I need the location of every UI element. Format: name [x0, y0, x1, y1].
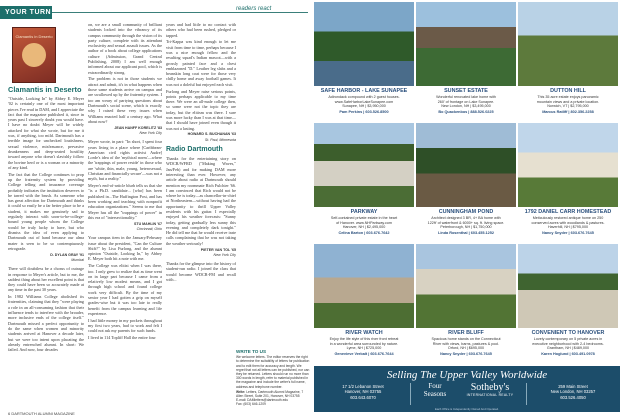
letter-location: St. Paul, Minnesota	[204, 137, 236, 142]
letters-column-2	[88, 22, 162, 408]
listing-card[interactable]	[518, 244, 618, 363]
listing-line: Orford, NH | $695,000	[447, 346, 485, 351]
banner-separator	[410, 383, 411, 405]
write-to-us-box	[236, 350, 310, 412]
listing-title: DUTTON HILL	[550, 88, 586, 94]
listing-description	[416, 216, 516, 230]
letter-paragraph: "Outside, Looking In" by Abbey E. Meyer '02 is certainly one of the most important pieces I've read in DAM, and I appreciate the fact that the magazine published it, since in years past I sincerely doubt you would have. I have no doubt Meyer will be widely attacked for what she wrote, but for me it was, if anything, too mild. Dartmouth has a terrible image for unchecked loutishness, sexual violence, misfeasance, pervasive drunkenness and deep-seated hostility toward anyone who doesn't slavishly follow the bovine herd or is a woman or a minority of any kind.	[8, 96, 84, 170]
listing-line: conserved acres with woodlands & pastures.	[531, 220, 605, 225]
section-tag: YOUR TURN	[0, 6, 52, 19]
letter-paragraph: Furlong and Meyer raise serious points, points perhaps applicable to my time there. We were an all-male college then, so some were not the topic they are today, but the elitism was there. I sure was more lucky than I was at that time—that I should have joined even though it was not a lasting.	[166, 88, 236, 131]
listing-line: Enjoy the life style of this river front retreat	[329, 337, 399, 341]
letter-signature: HOWARD S. BUCHANAN '63	[187, 132, 236, 137]
letter-location: New York City	[213, 252, 236, 257]
write-email: E-mail: DAMletters@dartmouth.edu	[236, 398, 289, 403]
listing-card[interactable]	[416, 2, 516, 121]
letter-paragraph: The College was elitist when I was there, too. I only grew to realize that as time went on in large part because I came from a relatively low modest means, and I got through high school and found college work very difficult. By the time of my senior year I had gotten a grip on myself grades-wise but it was too late to really benefit from the campus learning and life experience.	[88, 263, 162, 316]
listing-line: This 35 acre estate enjoys panoramic	[537, 95, 599, 99]
listing-card[interactable]	[416, 123, 516, 242]
banner-brand-sothebys: Sotheby's	[470, 382, 510, 393]
listing-photo	[416, 244, 516, 328]
listing-photo	[518, 244, 618, 328]
letter-paragraph: on, we are a small community of brilliant students locked into the vibrancy of its campus community through the vision of its party culture, complete with its attendant exclusivity and sexual assault issues. As the author of a book about college applications culture (Admission, Grand Central Publishing, 2008) I am well enough informed about our applicant pool, which is extraordinarily strong.	[88, 22, 162, 75]
listing-line: 260' of frontage on Lake Sunapee.	[437, 99, 495, 104]
listing-title: SAFE HARBOR - LAKE SUNAPEE	[320, 88, 408, 94]
write-fax: Fax: (603) 646-1209	[236, 402, 266, 407]
listing-agent: Nancy Snyder | 603.676.7645	[542, 231, 594, 235]
listing-title: CONVENIENT TO HANOVER	[531, 330, 605, 336]
listing-title: SUNSET ESTATE	[444, 88, 488, 94]
letter-signature: STU MAHLIN '67	[133, 221, 162, 226]
listing-photo	[314, 123, 414, 207]
listing-line: Lyme, NH | $725,000	[346, 346, 382, 351]
letter-location: Mumbai	[71, 257, 84, 262]
listing-agent: Genevieve Verbalt | 603.676.7644	[334, 352, 394, 356]
letter-paragraph: Thanks for the glimpse into the history of student-run radio. I joined the class that would become WDCR-FM and recall with...	[166, 261, 236, 283]
listing-photo	[416, 123, 516, 207]
letter-paragraph: I lived in 114 Topliff Hall the entire four	[88, 335, 156, 341]
listing-title: CUNNINGHAM POND	[438, 209, 494, 215]
book-cover-title: Clamantis in Deserto	[15, 34, 53, 39]
listing-description	[518, 95, 618, 109]
letter-paragraph: Tri-Kappa was kind enough to let me visit from time to time, perhaps because I was a nice enough fellow and the resulting squad's Indian mascot—with a grossly painted face and a chest emblazoned "D." Leather leg slabs and a beanskin long coat were for those very chilly home and away football games. It was not a doleful but enjoyed each visit.	[166, 39, 236, 87]
listing-description	[314, 337, 414, 351]
letter-signature: JEAN HANFF KORELITZ '83	[114, 125, 162, 130]
listing-title: 1792 DANIEL CARR HOMESTEAD	[524, 209, 612, 215]
listing-card[interactable]	[518, 2, 618, 121]
listing-photo	[416, 2, 516, 86]
banner-separator	[526, 383, 527, 405]
listing-photo	[314, 2, 414, 86]
banner-left-address-1: 17 1/2 Lebanon Street	[342, 384, 384, 389]
book-cover-illustration	[22, 43, 46, 67]
letter-signature: PIETER VAN TOL '65	[200, 247, 236, 252]
letter-heading: Clamantis in Deserto	[8, 86, 82, 94]
listing-photo	[518, 123, 618, 207]
header-rule	[52, 12, 308, 13]
listing-photo	[518, 2, 618, 86]
listing-title: RIVER BLUFF	[448, 330, 484, 336]
banner-right-address-2: New London, NH 03257	[550, 389, 596, 395]
listing-line: mountain views and a private location.	[536, 99, 600, 104]
listing-line: Spacious home stands on the Connecticut	[431, 337, 501, 341]
listing-card[interactable]	[416, 244, 516, 363]
letter-heading: Radio Dartmouth	[166, 146, 223, 154]
listing-line: Grantham, NH | $489,000	[546, 346, 590, 351]
letter-paragraph: Thanks for the entertaining story on WDCR/WFRD ("Making Waves," Jan/Feb) and for making DAM more interesting than ever. However, any article about radio at Dartmouth should mention my roommate Rich Fulchier '66. I am convinced that Rich would not be where he is today—as chancellor-in-chief at Northeastern—without having had the opportunity to thrill Upper Valley residents with his guitar. I especially enjoyed his weather forecasts: "Sunny today, getting gradually less sunny this evening and completely dark tonight." He did tell me that he would receive irate calls complaining that he was not taking the weather seriously!	[166, 156, 236, 246]
listing-card[interactable]	[314, 244, 414, 363]
letter-paragraph: Meyer's end-of-article blurb tells us that she "is a Ph.D. candidate... [who] has been published in...The Huffington Post, and has been working and teaching with nonprofit education organizations." Seems to me that Meyer has all the "trappings of power" in this era of "intersectionality."	[88, 183, 162, 220]
listing-agent: Nancy Snyder | 603.676.7645	[440, 352, 492, 356]
listing-line: www.SafeHarborLakeSunapee.com	[334, 99, 394, 104]
letter-paragraph: Your campus item in the January/February issue about the president, "Can the Culture Shift?" by Lisa Furlong, and the alumni opinion "Outside, Looking In," by Abbey E. Meyer both hit a note with me.	[88, 235, 162, 262]
write-to-us-body: We welcome letters. The editor reserves the right to determine the suitability of letters for publication and to edit them for accuracy and length. We regret that not all letters can be published, nor can they be returned. Letters should run no more than 300 words in length, refer to material published in the magazine and include the writer's full name, address and telephone number.	[236, 355, 310, 389]
page-footer: 6 DARTMOUTH ALUMNI MAGAZINE	[8, 411, 75, 416]
listing-line: Self-contained private estate in the heart	[330, 216, 398, 220]
listing-card[interactable]	[314, 123, 414, 242]
listing-line: Adirondack compound with 2 guest houses.	[328, 95, 400, 99]
listing-line: of Hanover. www.NHParkway.com	[336, 220, 392, 225]
listing-line: Meticulously restored antique home on 250	[532, 216, 604, 220]
banner-right-phone: 603.526.4050	[560, 394, 586, 400]
listing-line: in a wonderful area surrounded by nature.	[329, 341, 399, 346]
listing-line: 122ft' of waterfront & 6000+ sq. ft. living space.	[427, 220, 505, 225]
banner-left-address-2: Hanover, NH 03755	[344, 389, 382, 395]
listing-description	[518, 337, 618, 351]
banner-disclaimer: Each Office is Independently Owned And Operated.	[434, 407, 499, 411]
banner-brand-realty: INTERNATIONAL REALTY	[466, 393, 514, 397]
listing-description	[314, 216, 414, 230]
banner-tagline: Selling The Upper Valley Worldwide	[386, 369, 548, 381]
listing-agent: Pam Perkins | 603.526.8500	[339, 110, 389, 114]
listing-photo	[314, 244, 414, 328]
listing-line: Sunapee, NH | $3,950,000	[342, 104, 386, 109]
banner-brand-seasons: Seasons	[423, 389, 447, 398]
listing-line: Wonderful renovated lake home with	[436, 95, 496, 99]
listing-line: Norwich, VT | $2,795,000	[547, 104, 589, 109]
listing-description	[518, 216, 618, 230]
write-address: Letters, Dartmouth Alumni Magazine, 7 Allen Street, Suite 201, Hanover, NH 03755	[236, 389, 304, 399]
listing-line: Architect designed 3 BR, 4+ BA home with	[431, 216, 501, 220]
listing-agent: Bo Quackenbos | 888.526.0225	[438, 110, 494, 114]
listing-title: RIVER WATCH	[345, 330, 383, 336]
letter-paragraph: Meyer wrote, in part: "In short, I spent four years living in a place where [Caribbean-American civil rights activist Audre] Lorde's idea of the 'mythical norm'—where the 'trappings of power reside' in those who are 'white, thin, male, young, heterosexual, Christian and financially secure'—was not a myth, but a reality."	[88, 139, 162, 182]
letter-location: Cincinnati, Ohio	[136, 226, 162, 231]
letter-paragraph: years and had little to no contact with others who had been rushed, pledged or tapped.	[166, 22, 236, 38]
letter-location: New York City	[139, 130, 162, 135]
letter-paragraph: In 1982 Williams College abolished its fraternities, claiming that they "were playing a role in an all-consuming fashion that their influence tends to interfere with the broader, more inclusive ends of the college itself." Dartmouth missed a perfect opportunity to do the same when women and minority students arrived at Hanover a decade later, but we were too intent upon placating the already entrenched alumni. In short: We failed. And now, four decades	[8, 294, 84, 353]
letters-column-3	[166, 22, 236, 347]
book-cover-image	[12, 27, 56, 83]
listing-line: River with views, barns, pastures & pool.	[432, 341, 500, 346]
listing-agent: Karen Hoglund | 603.491.0978	[541, 352, 595, 356]
sothebys-banner	[314, 366, 620, 412]
listing-line: New London, NH | $3,495,000	[441, 104, 491, 109]
letter-paragraph: I had little money in my pockets throughout my first two years, had to work and felt I could not ask my parents for such funds.	[88, 317, 162, 334]
letter-paragraph: The fact that the College continues to prop up the fraternity system by providing College telling and insurance coverage probably indicates the institution deserves to be tarred with the brush. As someone who has great affection for Dartmouth and thinks it could so easily be a far better place to be a student, it makes me genuinely sad to regularly interact with soon-to-be-college-bound young people whom the College would be truly lucky to have, but who dismiss the idea of even applying to Dartmouth out of hand because our alma mater is seen to be so contemptuously retrograde.	[8, 171, 84, 251]
listing-line: Lovely contemporary on 5 private acres in	[533, 337, 603, 341]
listing-agent: Celina Barton | 603.676.7642	[338, 231, 390, 235]
write-label: Write:	[236, 389, 246, 394]
banner-brand-four: Four	[428, 382, 442, 390]
listing-line: Hanover, NH | $2,495,000	[342, 225, 386, 230]
listing-line: Haverhill, NH | $795,000	[547, 225, 589, 230]
section-subtitle: readers react	[236, 6, 272, 12]
write-to-us-title: WRITE TO US	[236, 349, 267, 354]
listing-description	[314, 95, 414, 109]
listing-agent: Marcus Ratliff | 802.356.2258	[542, 110, 594, 114]
letter-signature: D. DYLAN GRAY '91	[50, 252, 84, 257]
banner-right-address-1: 259 Main Street	[558, 384, 588, 389]
listing-card[interactable]	[518, 123, 618, 242]
listing-title: PARKWAY	[350, 209, 378, 215]
banner-left-phone: 603.643.6070	[350, 394, 376, 400]
listing-description	[416, 337, 516, 351]
letters-column-1	[8, 86, 84, 408]
listing-card[interactable]	[314, 2, 414, 121]
listing-line: Peterborough, NH | $1,750,000	[440, 225, 492, 230]
listing-agent: Linda Rosenthal | 603.455.1252	[438, 231, 494, 235]
letter-paragraph: There will doubtless be a chorus of outrage in response to Meyer's article, but to me, the saddest thing about her excellent point is that they could have been so accurately made at any time in the past 30 years.	[8, 266, 84, 293]
letter-paragraph: The problem is not in those students we attract and admit, it's in what happens when those same students arrive on campus and are swallowed up by the fraternity system. I too am weary of partying questions about Dartmouth's social scene, which is exactly why I raised these very issues when Williams enacted half a century ago. What about now?	[88, 76, 162, 124]
listing-description	[416, 95, 516, 109]
listing-line: executive neighborhood with 2-4 bedrooms.	[532, 341, 604, 346]
